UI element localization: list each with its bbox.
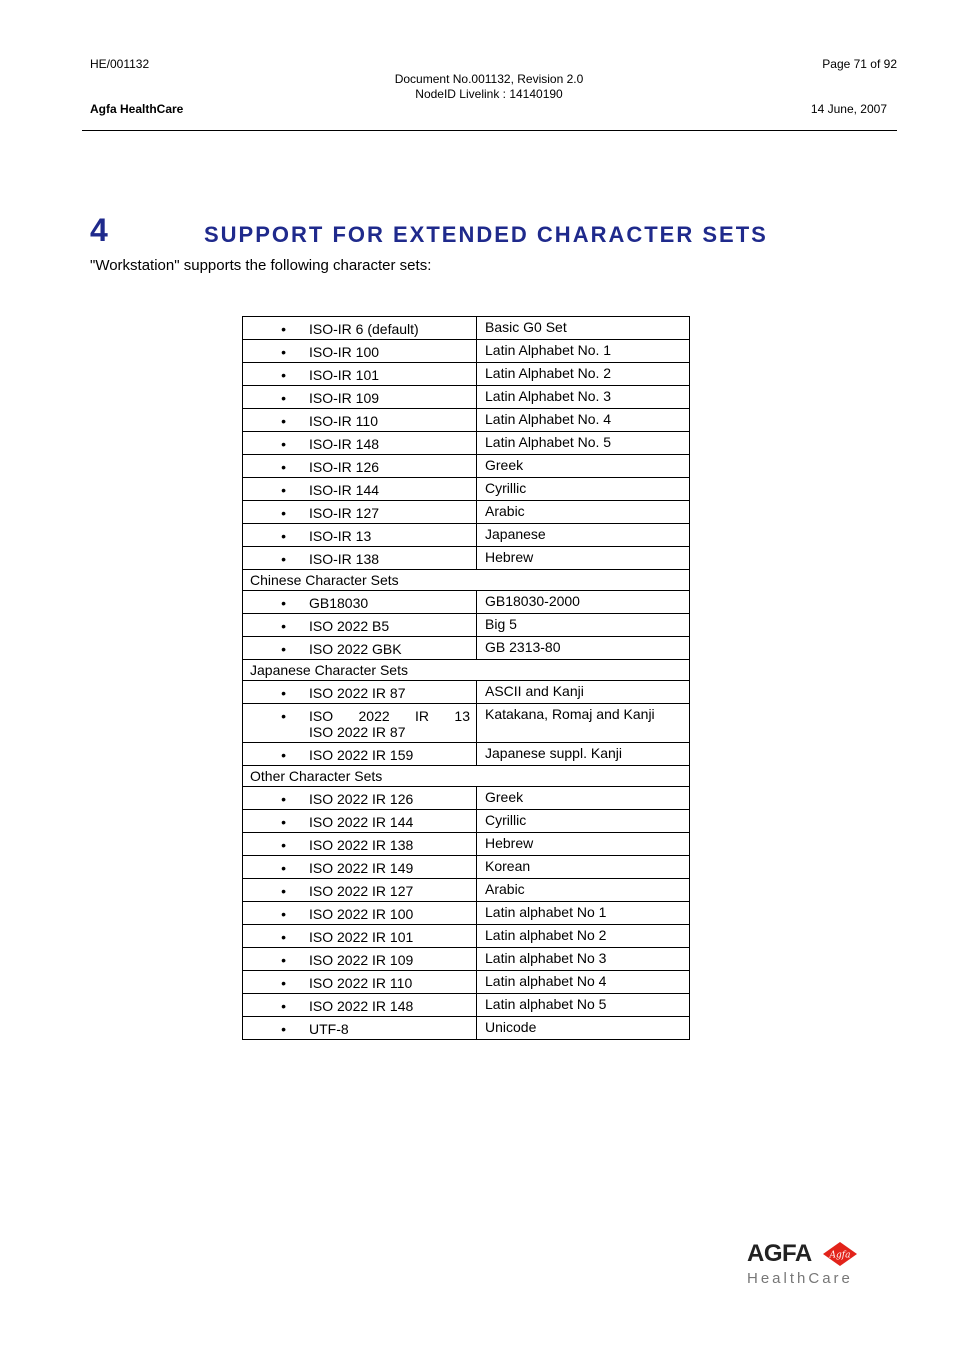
charset-description: ASCII and Kanji: [477, 681, 690, 704]
charset-name: ISO 2022 B5: [309, 618, 390, 634]
other-sets-group: [243, 766, 690, 787]
table-row: [243, 637, 690, 660]
charset-name: ISO-IR 127: [309, 505, 380, 521]
charset-name-cell: [243, 925, 477, 948]
charset-name-cell: [243, 810, 477, 833]
charset-name-cell: [243, 637, 477, 660]
charset-name-cell: [243, 948, 477, 971]
charset-description: Japanese suppl. Kanji: [477, 743, 690, 766]
table-row: [243, 478, 690, 501]
charset-name-cell: [243, 432, 477, 455]
table-row: [243, 856, 690, 879]
bullet-icon: •: [281, 344, 286, 360]
charset-name: UTF-8: [309, 1021, 349, 1037]
charset-name: ISO-IR 148: [309, 436, 380, 452]
charset-description: GB 2313-80: [477, 637, 690, 660]
charset-name: ISO-IR 144: [309, 482, 380, 498]
table-row: [243, 1017, 690, 1040]
charset-name-cell: [243, 879, 477, 902]
charset-name: ISO 2022 IR 126: [309, 791, 414, 807]
bullet-icon: •: [281, 837, 286, 853]
charset-description: Latin Alphabet No. 5: [477, 432, 690, 455]
group-heading-row: [243, 570, 690, 591]
bullet-icon: •: [281, 998, 286, 1014]
charset-description: Latin alphabet No 3: [477, 948, 690, 971]
bullet-icon: •: [281, 551, 286, 567]
charset-name: ISO 2022 IR 159: [309, 747, 414, 763]
charset-description: Latin Alphabet No. 4: [477, 409, 690, 432]
charset-description: Greek: [477, 787, 690, 810]
bullet-icon: •: [281, 528, 286, 544]
table-row: [243, 386, 690, 409]
table-row: [243, 363, 690, 386]
bullet-icon: •: [281, 1021, 286, 1037]
charset-description: Japanese: [477, 524, 690, 547]
charset-description: Arabic: [477, 501, 690, 524]
charset-name-cell: [243, 363, 477, 386]
charset-name: ISO-IR 101: [309, 367, 380, 383]
bullet-icon: •: [281, 505, 286, 521]
bullet-icon: •: [281, 436, 286, 452]
group-heading-row: [243, 660, 690, 681]
charset-name-cell: [243, 1017, 477, 1040]
charset-name-cell: [243, 386, 477, 409]
group-heading: Japanese Character Sets: [243, 660, 690, 681]
intro-text: "Workstation" supports the following character sets:: [90, 257, 432, 274]
charset-name: ISO 2022 IR 149: [309, 860, 414, 876]
charset-name: ISO 2022 IR 148: [309, 998, 414, 1014]
charset-name-cell: [243, 614, 477, 637]
table-row: [243, 879, 690, 902]
table-row: [243, 902, 690, 925]
table-row: [243, 501, 690, 524]
chapter-title: SUPPORT FOR EXTENDED CHARACTER SETS: [204, 222, 768, 247]
charset-description: Latin alphabet No 1: [477, 902, 690, 925]
charset-name: ISO 2022 IR 109: [309, 952, 414, 968]
charset-name: ISO-IR 138: [309, 551, 380, 567]
charset-name-cell: [243, 340, 477, 363]
bullet-icon: •: [281, 791, 286, 807]
charset-name: ISO 2022 IR 144: [309, 814, 414, 830]
charset-name-cell: [243, 317, 477, 340]
charset-name: ISO 2022 IR 138: [309, 837, 414, 853]
charset-description: Cyrillic: [477, 810, 690, 833]
bullet-icon: •: [281, 975, 286, 991]
company-name: Agfa HealthCare: [90, 102, 184, 116]
charset-name: ISO 2022 IR 87: [309, 685, 406, 701]
japanese-sets-group: [243, 660, 690, 766]
page-number: Page 71 of 92: [822, 57, 897, 71]
charset-description: Korean: [477, 856, 690, 879]
table-row: [243, 833, 690, 856]
header-divider: [82, 130, 897, 131]
bullet-icon: •: [281, 747, 286, 763]
bullet-icon: •: [281, 595, 286, 611]
charset-description: Cyrillic: [477, 478, 690, 501]
charset-description: Latin Alphabet No. 3: [477, 386, 690, 409]
charset-name: ISO-IR 109: [309, 390, 380, 406]
charset-description: Basic G0 Set: [477, 317, 690, 340]
bullet-icon: •: [281, 929, 286, 945]
charset-name: ISO 2022 IR 110: [309, 975, 413, 991]
other-sets-rows: [243, 787, 690, 1040]
charset-name: ISO 2022 IR 100: [309, 906, 414, 922]
svg-text:Agfa: Agfa: [829, 1250, 851, 1261]
chinese-sets-rows: [243, 591, 690, 660]
table-row: [243, 547, 690, 570]
bullet-icon: •: [281, 367, 286, 383]
bullet-icon: •: [281, 413, 286, 429]
table-row: [243, 704, 690, 743]
table-row: [243, 317, 690, 340]
charset-name-cell: [243, 501, 477, 524]
table-row: [243, 994, 690, 1017]
agfa-rhombus-icon: [823, 1242, 857, 1266]
charset-name-cell: [243, 547, 477, 570]
table-row: [243, 787, 690, 810]
charset-name-cell: [243, 455, 477, 478]
agfa-healthcare-logo: [747, 1240, 853, 1288]
charset-description: Arabic: [477, 879, 690, 902]
charset-name: ISO-IR 110: [309, 413, 378, 429]
table-row: [243, 591, 690, 614]
charset-name: ISO 2022 GBK: [309, 641, 402, 657]
charset-name-cell: [243, 524, 477, 547]
charset-description: Latin alphabet No 5: [477, 994, 690, 1017]
charset-description: GB18030-2000: [477, 591, 690, 614]
table-row: [243, 340, 690, 363]
charset-description: Latin alphabet No 4: [477, 971, 690, 994]
group-heading-row: [243, 766, 690, 787]
chapter-number: 4: [90, 212, 108, 248]
charset-description: Big 5: [477, 614, 690, 637]
justified-line: ISO 2022 IR 13: [309, 708, 470, 724]
charset-description: Unicode: [477, 1017, 690, 1040]
charset-name-cell: [243, 591, 477, 614]
charset-description: Hebrew: [477, 547, 690, 570]
logo-brand-text: AGFA: [747, 1240, 812, 1267]
table-row: [243, 681, 690, 704]
charset-description: Latin Alphabet No. 2: [477, 363, 690, 386]
bullet-icon: •: [281, 618, 286, 634]
charset-name-cell: [243, 833, 477, 856]
table-row: [243, 432, 690, 455]
charset-name: ISO-IR 13: [309, 528, 372, 544]
charset-description: Latin alphabet No 2: [477, 925, 690, 948]
charset-name: ISO 2022 IR 127: [309, 883, 414, 899]
charset-name-cell: [243, 704, 477, 743]
table-row: [243, 524, 690, 547]
charset-name-cell: [243, 994, 477, 1017]
character-sets-table: [242, 316, 690, 1040]
table-row: [243, 409, 690, 432]
charset-name-cell: [243, 902, 477, 925]
bullet-icon: •: [281, 321, 286, 337]
group-heading: Chinese Character Sets: [243, 570, 690, 591]
table-row: [243, 743, 690, 766]
charset-name-cell: [243, 971, 477, 994]
bullet-icon: •: [281, 814, 286, 830]
charset-name: ISO 2022 IR 13 ISO 2022 IR 87: [309, 708, 470, 740]
charset-name: ISO 2022 IR 101: [309, 929, 414, 945]
bullet-icon: •: [281, 641, 286, 657]
node-id: NodeID Livelink : 14140190: [415, 87, 563, 101]
bullet-icon: •: [281, 708, 286, 724]
charset-name-cell: [243, 856, 477, 879]
charset-name-cell: [243, 681, 477, 704]
table-row: [243, 925, 690, 948]
charset-description: Greek: [477, 455, 690, 478]
charset-name-cell: [243, 743, 477, 766]
charset-name-cell: [243, 478, 477, 501]
charset-name: ISO-IR 100: [309, 344, 380, 360]
chinese-sets-group: [243, 570, 690, 591]
table-row: [243, 614, 690, 637]
bullet-icon: •: [281, 685, 286, 701]
bullet-icon: •: [281, 860, 286, 876]
bullet-icon: •: [281, 390, 286, 406]
charset-name: GB18030: [309, 595, 369, 611]
table-row: [243, 455, 690, 478]
group-heading: Other Character Sets: [243, 766, 690, 787]
charset-name-cell: [243, 787, 477, 810]
bullet-icon: •: [281, 952, 286, 968]
charset-description: Latin Alphabet No. 1: [477, 340, 690, 363]
table-row: [243, 971, 690, 994]
charset-name: ISO-IR 126: [309, 459, 380, 475]
table-row: [243, 810, 690, 833]
document-code: HE/001132: [90, 57, 150, 71]
document-date: 14 June, 2007: [810, 102, 887, 116]
table-row: [243, 948, 690, 971]
charset-name: ISO-IR 6 (default): [309, 321, 419, 337]
charset-description: Hebrew: [477, 833, 690, 856]
document-number: Document No.001132, Revision 2.0: [394, 72, 584, 86]
bullet-icon: •: [281, 459, 286, 475]
bullet-icon: •: [281, 482, 286, 498]
bullet-icon: •: [281, 883, 286, 899]
charset-name-cell: [243, 409, 477, 432]
charset-description: Katakana, Romaj and Kanji: [477, 704, 690, 743]
basic-sets-group: [243, 317, 690, 570]
logo-subtitle: HealthCare: [747, 1270, 853, 1287]
bullet-icon: •: [281, 906, 286, 922]
